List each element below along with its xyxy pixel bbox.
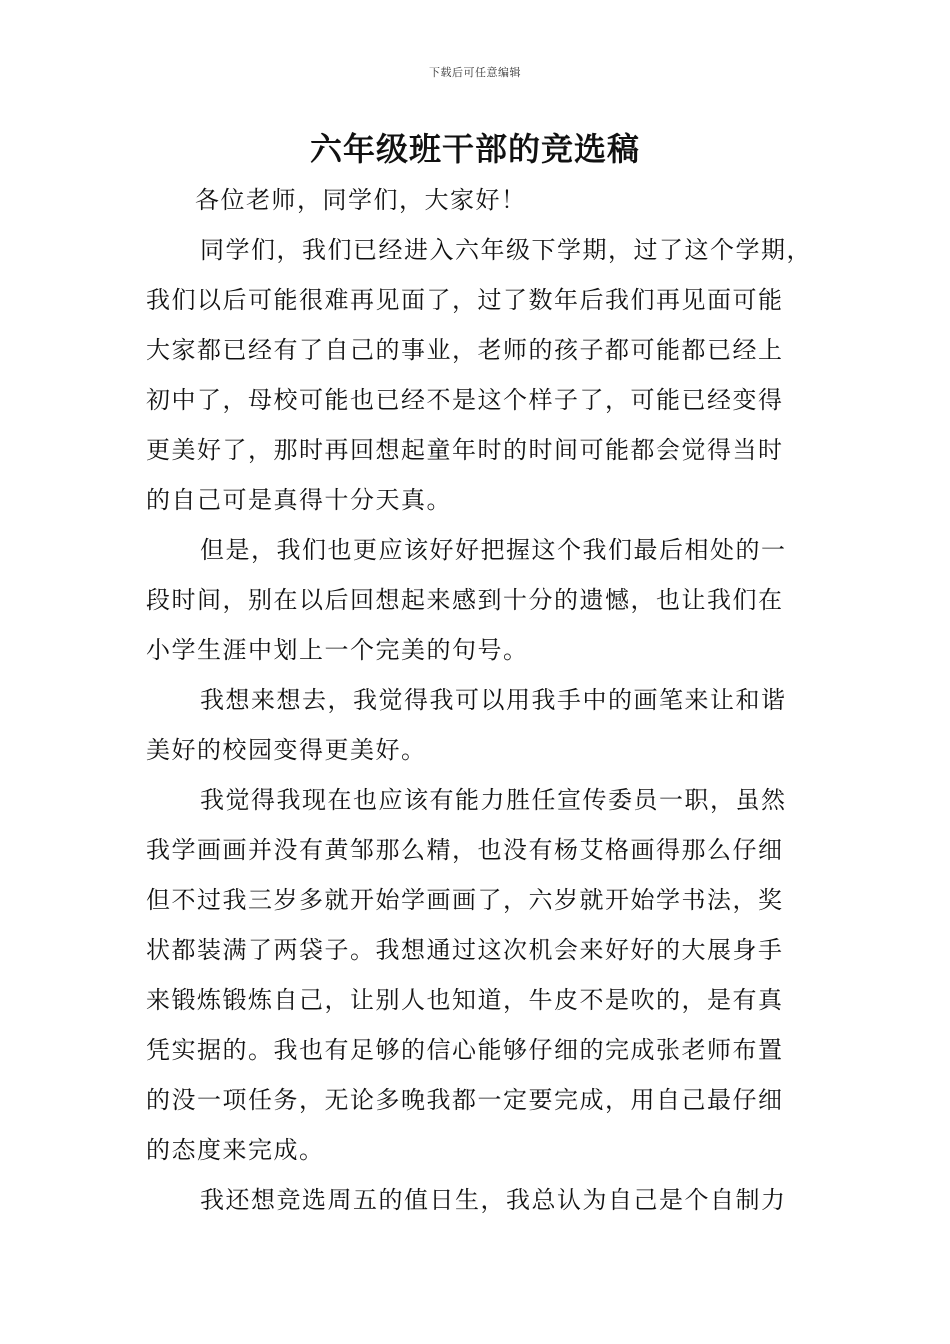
paragraph-line: 初中了，母校可能也已经不是这个样子了，可能已经变得 <box>146 386 784 414</box>
paragraph-line: 的自己可是真得十分天真。 <box>146 486 452 514</box>
paragraph-line: 段时间，别在以后回想起来感到十分的遗憾，也让我们在 <box>146 586 784 614</box>
page-header-note: 下载后可任意编辑 <box>429 66 521 79</box>
paragraph-line: 我觉得我现在也应该有能力胜任宣传委员一职，虽然 <box>200 786 787 814</box>
paragraph-line: 的态度来完成。 <box>146 1136 325 1164</box>
salutation-line: 各位老师，同学们，大家好！ <box>195 186 527 214</box>
paragraph-line: 同学们，我们已经进入六年级下学期，过了这个学期， <box>200 236 812 264</box>
paragraph-line: 更美好了，那时再回想起童年时的时间可能都会觉得当时 <box>146 436 784 464</box>
paragraph-line: 状都装满了两袋子。我想通过这次机会来好好的大展身手 <box>146 936 784 964</box>
document-title: 六年级班干部的竞选稿 <box>309 130 640 168</box>
paragraph-line: 我们以后可能很难再见面了，过了数年后我们再见面可能 <box>146 286 784 314</box>
paragraph-line: 但是，我们也更应该好好把握这个我们最后相处的一 <box>200 536 787 564</box>
paragraph-line: 来锻炼锻炼自己，让别人也知道，牛皮不是吹的，是有真 <box>146 986 784 1014</box>
paragraph-line: 小学生涯中划上一个完美的句号。 <box>146 636 529 664</box>
paragraph-line: 大家都已经有了自己的事业，老师的孩子都可能都已经上 <box>146 336 784 364</box>
paragraph-line: 我学画画并没有黄邹那么精，也没有杨艾格画得那么仔细 <box>146 836 784 864</box>
paragraph-line: 我想来想去，我觉得我可以用我手中的画笔来让和谐 <box>200 686 787 714</box>
paragraph-line: 我还想竞选周五的值日生，我总认为自己是个自制力 <box>200 1186 787 1214</box>
paragraph-line: 美好的校园变得更美好。 <box>146 736 427 764</box>
paragraph-line: 凭实据的。我也有足够的信心能够仔细的完成张老师布置 <box>146 1036 784 1064</box>
paragraph-line: 的没一项任务，无论多晚我都一定要完成，用自己最仔细 <box>146 1086 784 1114</box>
paragraph-line: 但不过我三岁多就开始学画画了，六岁就开始学书法，奖 <box>146 886 784 914</box>
